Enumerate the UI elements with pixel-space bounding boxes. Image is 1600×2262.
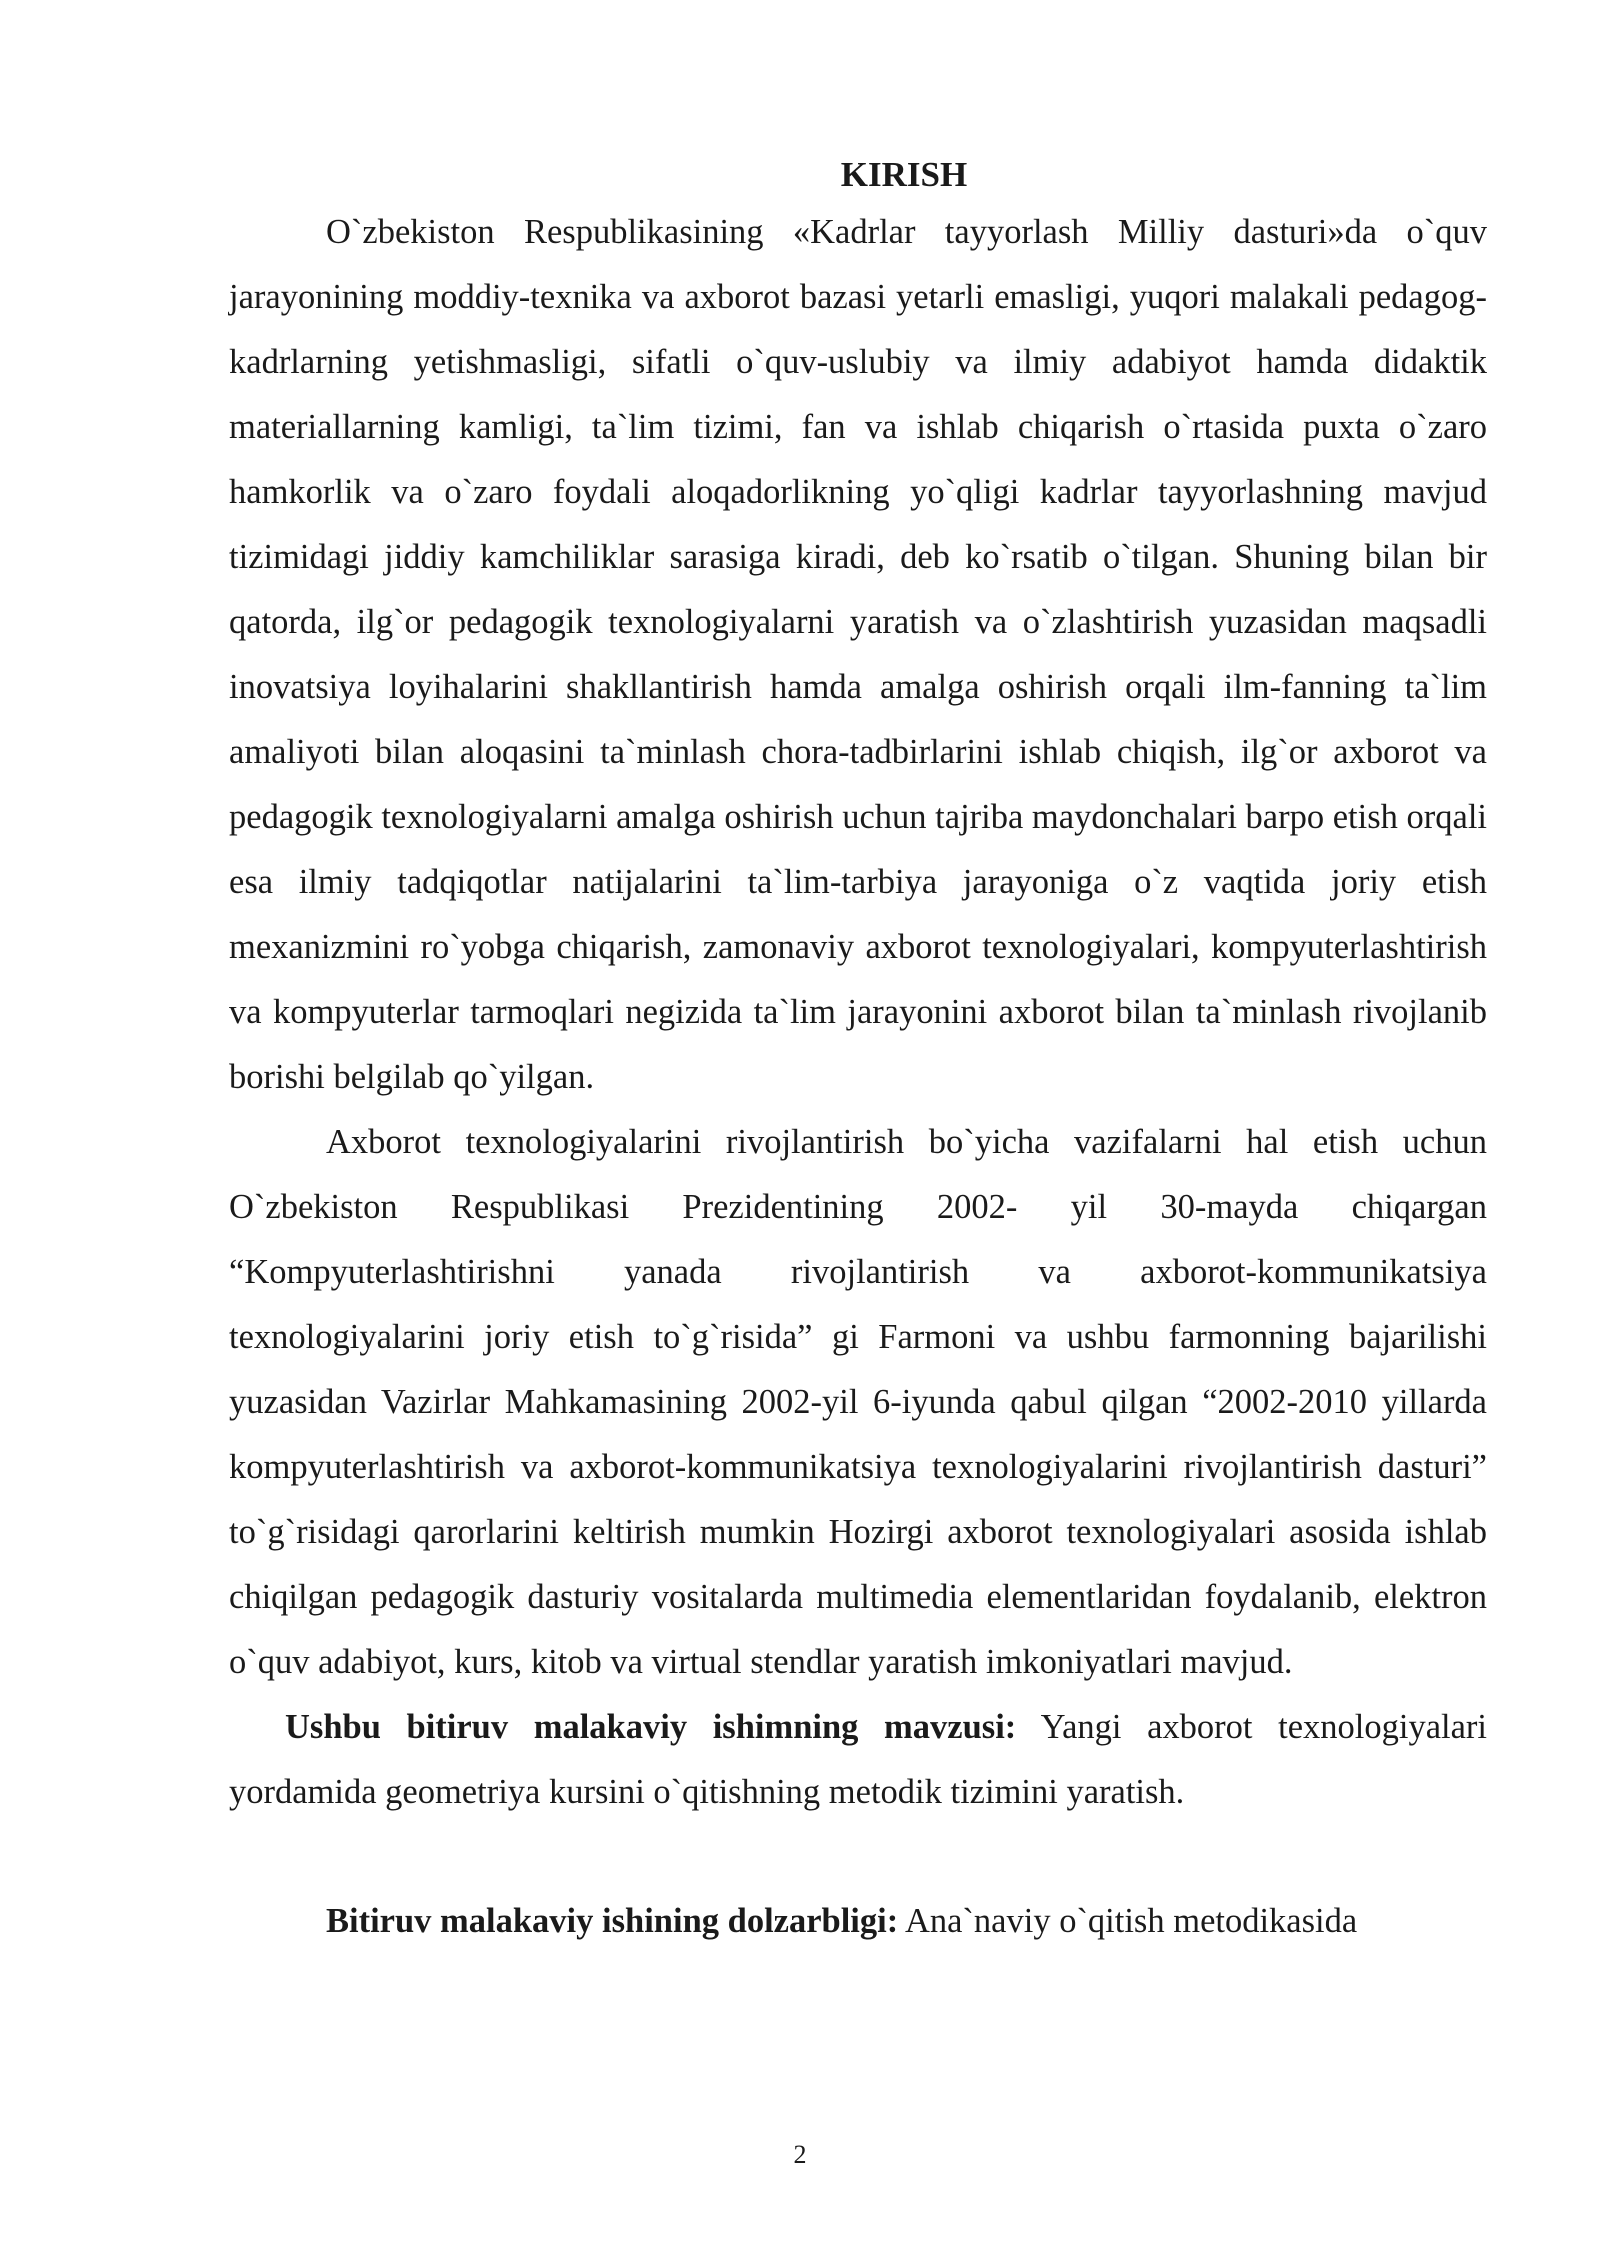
relevance-label: Bitiruv malakaviy ishining dolzarbligi: bbox=[326, 1902, 899, 1940]
topic-text: Yangi axborot texnologiyalari yordamida geometriya kursini o`qitishning metodik tizimini yaratish. bbox=[229, 1708, 1487, 1811]
topic-paragraph bbox=[229, 1695, 1487, 1825]
spacer bbox=[229, 1825, 1487, 1889]
page-title: KIRISH bbox=[840, 155, 968, 194]
paragraph-2: Axborot texnologiyalarini rivojlantirish bo`yicha vazifalarni hal etish uchun O`zbekiston Respublikasi Prezidentining 2002- yil 30-mayda chiqargan “Kompyuterlashtirishni yanada rivojlantirish va axborot-kommunikatsiya texnologiyalarini joriy etish to`g`risida” gi Farmoni va ushbu farmonning bajarilishi yuzasidan Vazirlar Mahkamasining 2002-yil 6-iyunda qabul qilgan “2002-2010 yillarda kompyuterlashtirish va axborot-kommunikatsiya texnologiyalarini rivojlantirish dasturi” to`g`risidagi qarorlarini keltirish mumkin Hozirgi axborot texnologiyalari asosida ishlab chiqilgan pedagogik dasturiy vositalarda multimedia elementlaridan foydalanib, elektron o`quv adabiyot, kurs, kitob va virtual stendlar yaratish imkoniyatlari mavjud. bbox=[229, 1123, 1487, 1681]
document-page bbox=[229, 150, 1487, 1954]
page-number: 2 bbox=[793, 2140, 807, 2169]
relevance-text: Ana`naviy o`qitish metodikasida bbox=[904, 1902, 1358, 1940]
paragraph-1: O`zbekiston Respublikasining «Kadrlar tayyorlash Milliy dasturi»da o`quv jarayonining moddiy-texnika va axborot bazasi yetarli emasligi, yuqori malakali pedagog-kadrlarning yetishmasligi, sifatli o`quv-uslubiy va ilmiy adabiyot hamda didaktik materiallarning kamligi, ta`lim tizimi, fan va ishlab chiqarish o`rtasida puxta o`zaro hamkorlik va o`zaro foydali aloqadorlikning yo`qligi kadrlar tayyorlashning mavjud tizimidagi jiddiy kamchiliklar sarasiga kiradi, deb ko`rsatib o`tilgan. Shuning bilan bir qatorda, ilg`or pedagogik texnologiyalarni yaratish va o`zlashtirish yuzasidan maqsadli inovatsiya loyihalarini shakllantirish hamda amalga oshirish orqali ilm-fanning ta`lim amaliyoti bilan aloqasini ta`minlash chora-tadbirlarini ishlab chiqish, ilg`or axborot va pedagogik texnologiyalarni amalga oshirish uchun tajriba maydonchalari barpo etish orqali esa ilmiy tadqiqotlar natijalarini ta`lim-tarbiya jarayoniga o`z vaqtida joriy etish mexanizmini ro`yobga chiqarish, zamonaviy axborot texnologiyalari, kompyuterlashtirish va kompyuterlar tarmoqlari negizida ta`lim jarayonini axborot bilan ta`minlash rivojlanib borishi belgilab qo`yilgan. bbox=[229, 213, 1487, 1096]
relevance-paragraph bbox=[229, 1889, 1487, 1954]
topic-label: Ushbu bitiruv malakaviy ishimning mavzusi: bbox=[285, 1708, 1017, 1746]
